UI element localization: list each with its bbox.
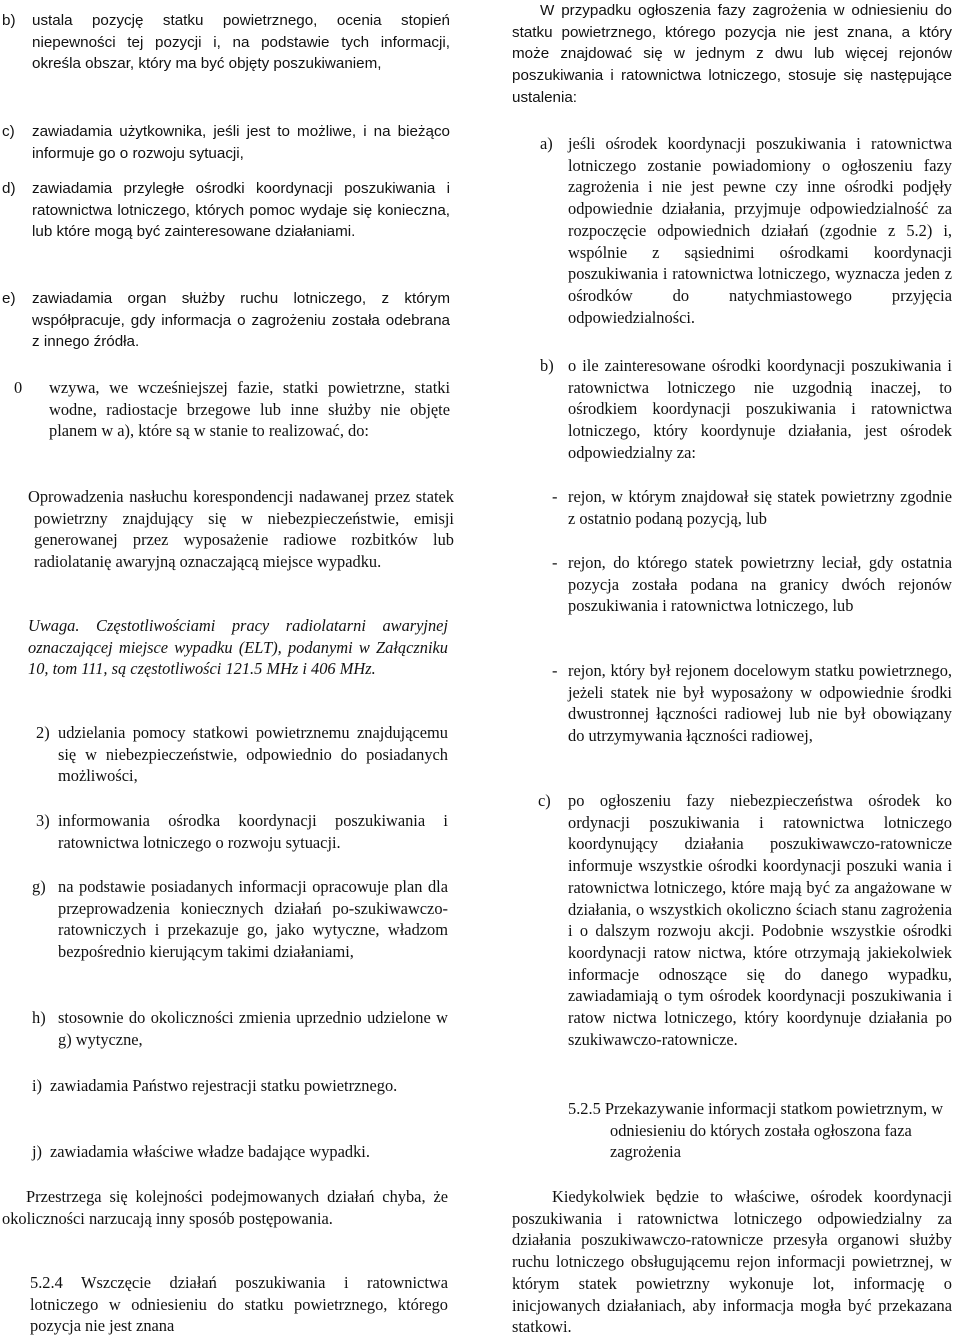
list-label: c) [2, 123, 15, 140]
list-label: j) [32, 1142, 43, 1161]
list-text: rejon, który był rejonem docelowym statku powietrznego, jeżeli statek nie był wyposażony w odpowiednie środki dwustronnej łączności radiowej lub nie był obowiązany do utrzymywania łączności radiowej, [568, 661, 952, 746]
section-heading-text: 5.2.5 Przekazywanie informacji statkom powietrznym, w odniesieniu do których została ogłoszona faza zagrożenia [568, 1099, 944, 1162]
list-text: zawiadamia właściwe władze badające wypadki. [50, 1142, 370, 1161]
list-item-e [2, 288, 450, 353]
list-item-c [2, 121, 450, 164]
list-text: rejon, do którego statek powietrzny leciał, gdy ostatnia pozycja została podana na granicy dwóch rejonów poszukiwania i ratownictwa lotniczego, lub [568, 553, 952, 616]
list-label: d) [2, 180, 16, 197]
list-text: o ile zainteresowane ośrodki koordynacji poszukiwania i ratownictwa lotniczego nie uzgodnią inaczej, to ośrodkiem koordynacji poszukiwania i ratownictwa lotniczego, który koordynuje działania, jest ośrodek odpowiedzialny za: [568, 356, 952, 462]
list-item-g [32, 876, 448, 963]
list-item-d [2, 178, 450, 243]
dash-item-1 [552, 486, 952, 529]
list-item-j [32, 1141, 448, 1163]
list-label: 2) [36, 723, 50, 742]
section-heading-5-2-5 [568, 1098, 960, 1163]
list-label: 0 [14, 378, 23, 397]
list-label: i) [32, 1076, 43, 1095]
note-text: Częstotliwościami pracy radiolatarni awaryjnej oznaczającej miejsce wypadku (ELT), podanymi w Załączniku 10, tom 111, są częstotliwości 121.5 MHz i 406 MHz. [28, 616, 448, 679]
list-label: h) [32, 1008, 46, 1027]
przestrzega-paragraph: Przestrzega się kolejności podejmowanych działań chyba, że okoliczności narzucają inny sposób postępowania. [2, 1187, 448, 1228]
list-text: zawiadamia organ służby ruchu lotniczego, z którym współpracuje, gdy informacja o zagrożeniu została odebrana z innego źródła. [32, 290, 450, 351]
list-item-3 [36, 810, 448, 853]
list-text: na podstawie posiadanych informacji opracowuje plan dla przeprowadzenia koniecznych działań po-szukiwawczo-ratowniczych i przekazuje go, jako wytyczne, władzom bezpośrednio kierującym takimi działaniami, [58, 877, 448, 962]
dash-item-2 [552, 552, 952, 617]
list-text: zawiadamia przyległe ośrodki koordynacji poszukiwania i ratownictwa lotniczego, których pomoc wydaje się konieczna, lub które mogą być zainteresowane działaniami. [32, 180, 450, 241]
list-label: e) [2, 290, 16, 307]
list-text: jeśli ośrodek koordynacji poszukiwania i ratownictwa lotniczego zostanie powiadomiony o ogłoszeniu fazy zagrożenia i nie jest pewne czy inne ośrodki podjęły odpowiednie działania, przyjmuje odpowiedzialność za rozpoczęcie odpowiednich działań (zgodnie z 5.2) i, wspólnie z sąsiednimi ośrodkami koordynacji poszukiwania i ratownictwa lotniczego, wyznacza jeden z ośrodków do natychmiastowego przyjęcia odpowiedzialności. [568, 134, 952, 327]
list-item-i [32, 1075, 448, 1097]
list-item-b-right [540, 355, 952, 464]
list-label: - [552, 661, 558, 680]
list-item-0 [14, 377, 450, 442]
list-item-b [2, 10, 450, 75]
list-label: - [552, 487, 558, 506]
kiedykolwiek-paragraph: Kiedykolwiek będzie to właściwe, ośrodek koordynacji poszukiwania i ratownictwa lotniczego odpowiedzialny za działania poszukiwawczo-ratownicze przesyła organowi służby ruchu lotniczego obsługującemu rejon informacji powietrznej, w którym statek powietrzny wykonuje lot, informację o inicjowanych działaniach, aby informacja mogła być przekazana statkowi. [512, 1187, 952, 1337]
intro-paragraph: W przypadku ogłoszenia fazy zagrożenia w odniesieniu do statku powietrznego, którego pozycja nie jest znana, a który może znajdować się w jednym z dwu lub więcej rejonów poszukiwania i ratownictwa lotniczego, stosuje się następujące ustalenia: [512, 2, 952, 106]
list-text: wzywa, we wcześniejszej fazie, statki powietrzne, statki wodne, radiostacje brzegowe lub inne służby nie objęte planem w a), które są w stanie to realizować, do: [49, 378, 450, 441]
list-text: udzielania pomocy statkowi powietrznemu znajdującemu się w niebezpieczeństwie, odpowiednio do posiadanych możliwości, [58, 723, 448, 786]
list-item-2 [36, 722, 448, 787]
list-text: zawiadamia Państwo rejestracji statku powietrznego. [50, 1076, 398, 1095]
list-label: g) [32, 877, 46, 896]
list-text: stosownie do okoliczności zmienia uprzednio udzielone w g) wytyczne, [58, 1008, 448, 1049]
list-label: b) [540, 356, 554, 375]
list-label: 3) [36, 811, 50, 830]
section-heading-text: 5.2.4 Wszczęcie działań poszukiwania i ratownictwa lotniczego w odniesieniu do statku powietrznego, którego pozycja nie jest znana [30, 1273, 448, 1336]
list-text: zawiadamia użytkownika, jeśli jest to możliwe, i na bieżąco informuje go o rozwoju sytuacji, [32, 123, 450, 162]
list-text: ustala pozycję statku powietrznego, ocenia stopień niepewności tej pozycji i, na podstawie tych informacji, określa obszar, który ma być objęty poszukiwaniem, [32, 12, 450, 73]
list-item-a [540, 133, 952, 328]
list-label: a) [540, 134, 553, 153]
list-text: rejon, w którym znajdował się statek powietrzny zgodnie z ostatnio podaną pozycją, lub [568, 487, 952, 528]
list-label: c) [538, 791, 551, 810]
section-heading-5-2-4 [30, 1272, 448, 1337]
list-text: po ogłoszeniu fazy niebezpieczeństwa ośrodek ko ordynacji poszukiwania i ratownictwa lotniczego koordynujący działania poszukiwawczo-ratownicze informuje wszystkie ośrodki koordynacji poszuki wania i ratownictwa lotniczego, które mają być za angażowane w działania, o wszystkich okoliczno ściach stanu zagrożenia i o dalszym rozwoju akcji. Podobnie wszystkie ośrodki koordynacji ratow nictwa, które otrzymają jakiekolwiek informacje odnoszące się do danego wypadku, zawiadamiają o tym ośrodek koordynacji poszukiwania i ratow nictwa lotniczego, który koordynuje działania po szukiwawczo-ratownicze. [568, 791, 952, 1049]
note-label: Uwaga. [28, 616, 80, 635]
list-item-c-right [538, 790, 952, 1050]
list-label: - [552, 553, 558, 572]
dash-item-3 [552, 660, 952, 747]
list-label: b) [2, 12, 16, 29]
list-item-h [32, 1007, 448, 1050]
oprowadzenia-paragraph: Oprowadzenia nasłuchu korespondencji nadawanej przez statek powietrzny znajdujący się w niebezpieczeństwie, emisji generowanej przez wyposażenie radiowe rozbitków lub radiolatanię awaryjną oznaczającą miejsce wypadku. [28, 487, 454, 572]
list-text: informowania ośrodka koordynacji poszukiwania i ratownictwa lotniczego o rozwoju sytuacji. [58, 811, 448, 852]
note-paragraph [28, 615, 448, 680]
